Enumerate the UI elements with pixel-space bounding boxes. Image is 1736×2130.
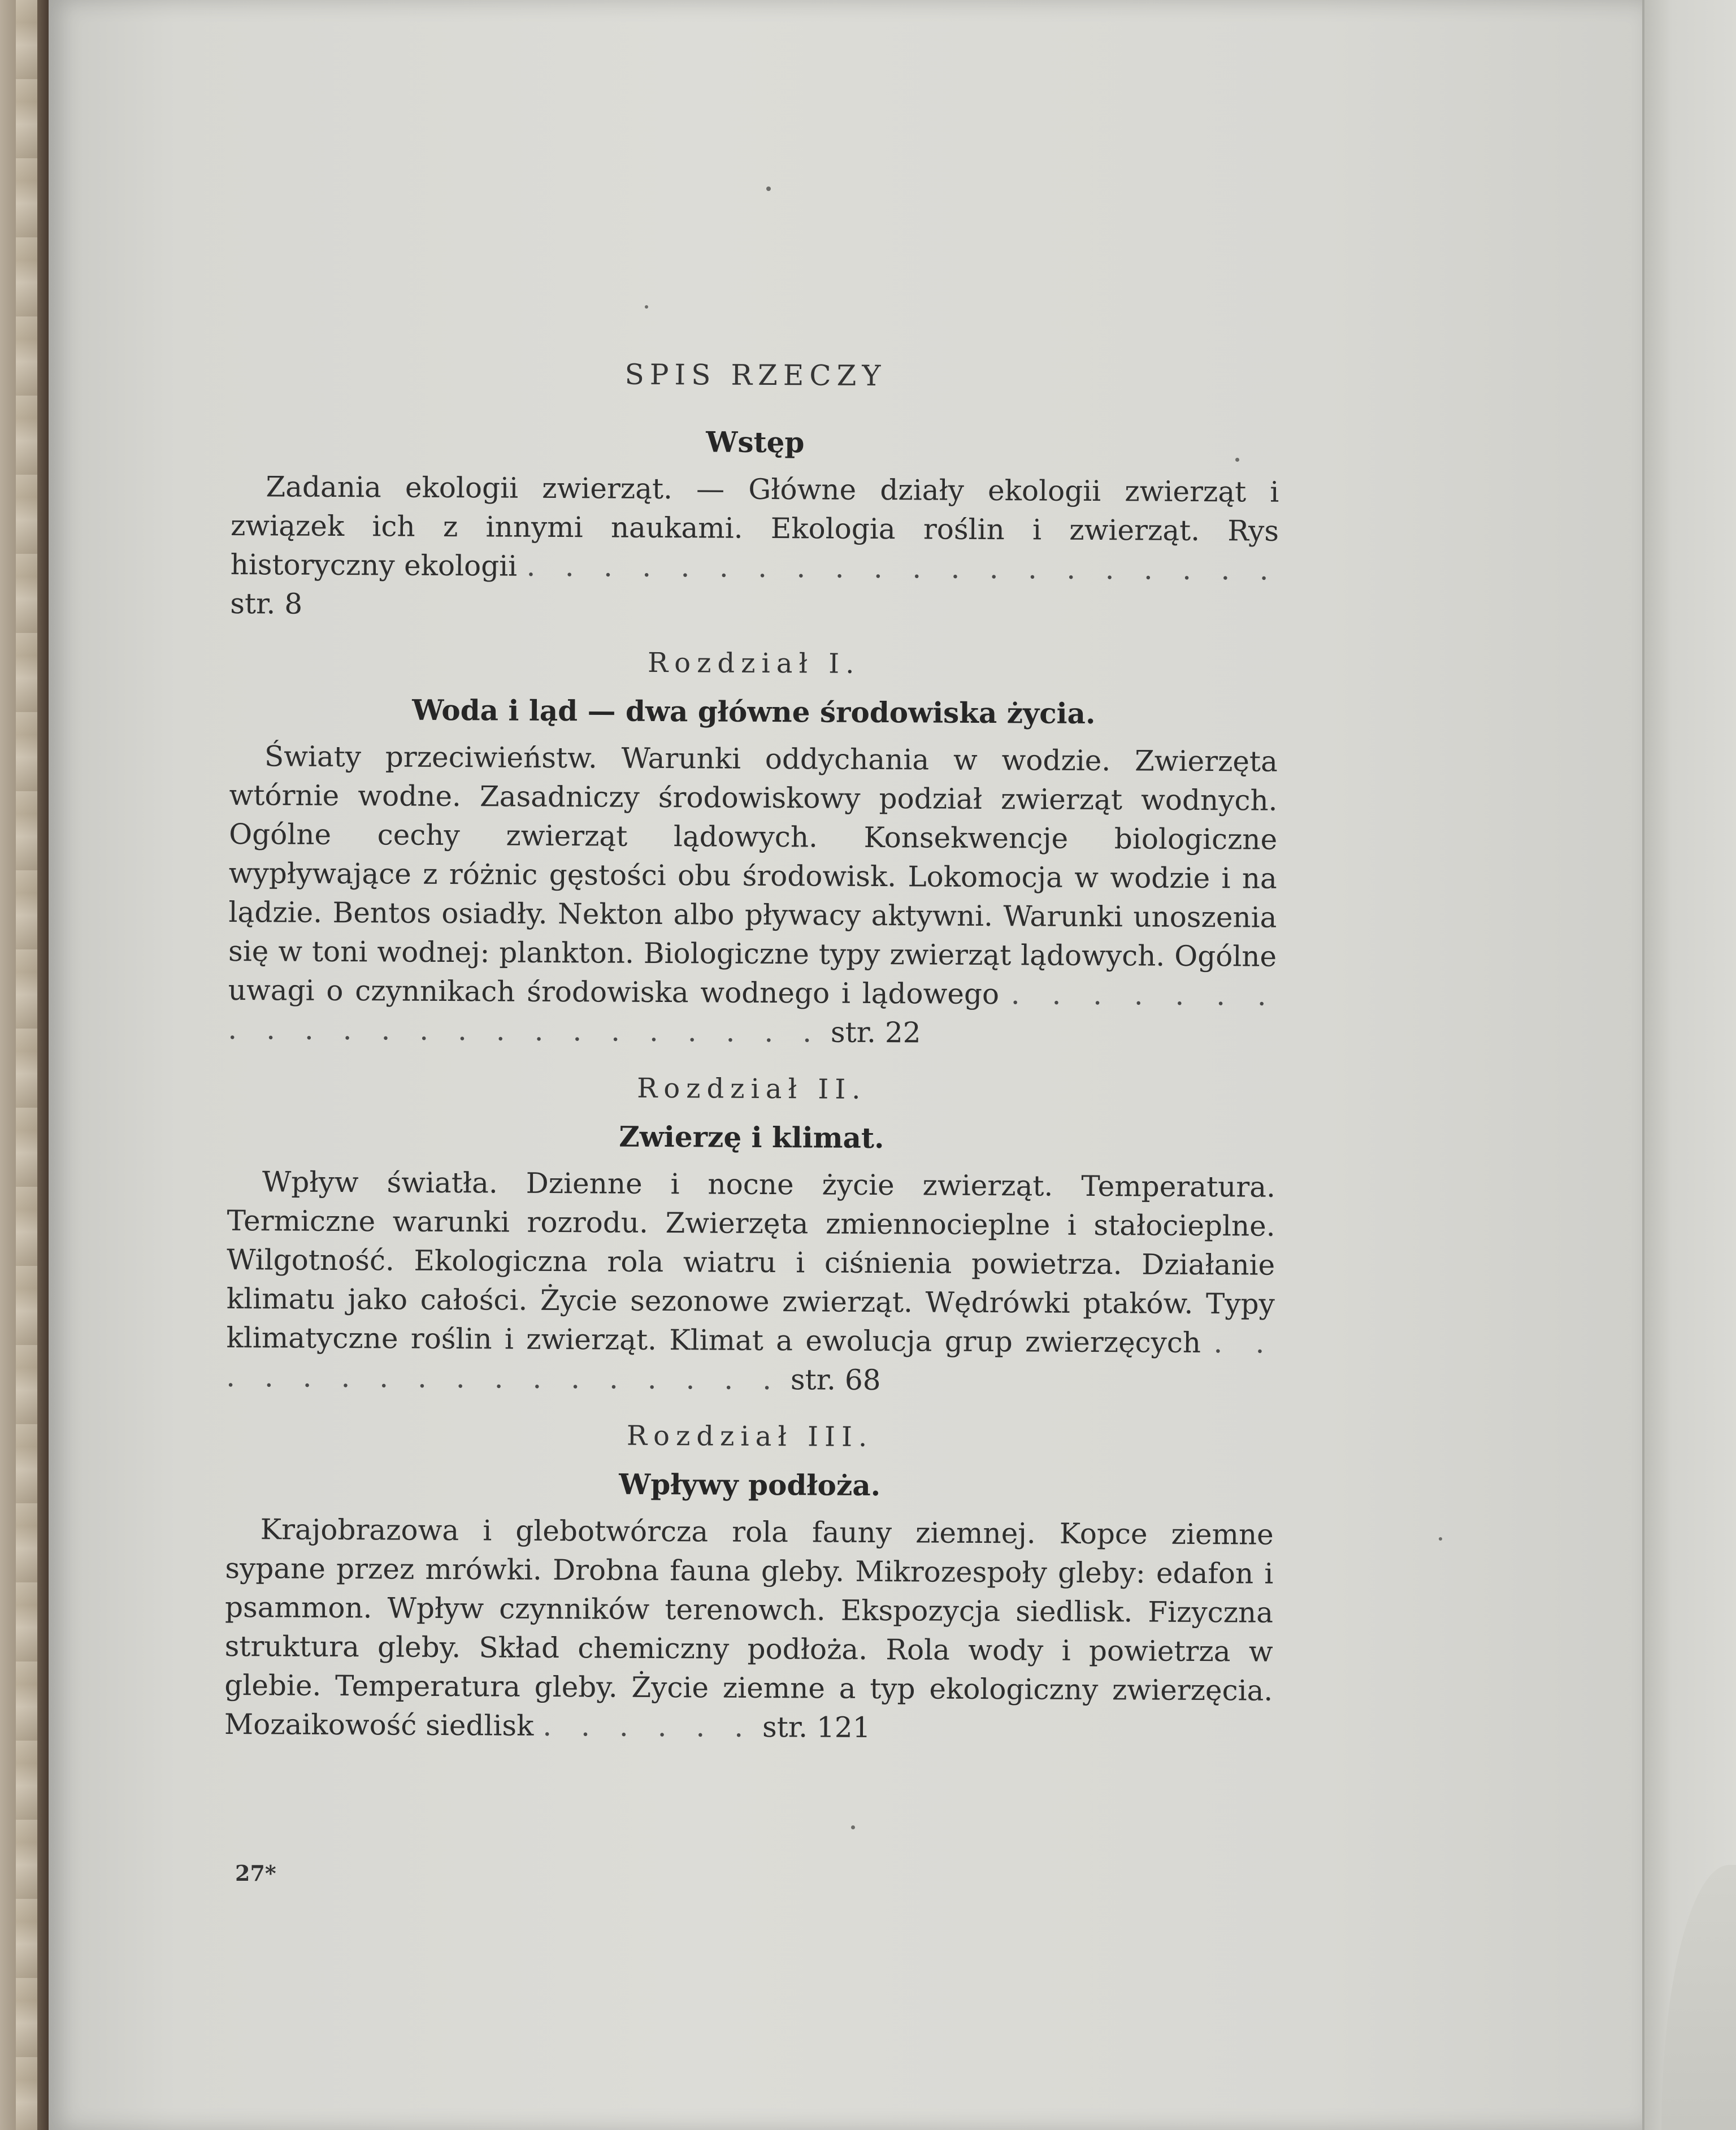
page-label: str.	[830, 1016, 876, 1049]
page-title: SPIS RZECZY	[624, 358, 887, 393]
page-reference	[230, 587, 302, 621]
page-number: 121	[816, 1711, 871, 1744]
section-text: Zadania ekologii zwierząt. — Główne działy ekologii zwierząt i związek ich z innymi naukami. Ekologia roślin i zwierząt. Rys historyczny ekologii	[230, 470, 1279, 583]
paper-speck	[851, 1825, 855, 1829]
section-heading: Zwierzę i klimat.	[619, 1120, 884, 1155]
printer-signature-mark: 27*	[235, 1860, 276, 1886]
page-number: 68	[844, 1363, 881, 1397]
chapter-label: Rozdział II.	[637, 1072, 867, 1105]
section-summary	[224, 1510, 1274, 1750]
toc-section-introduction	[230, 423, 1279, 629]
page-reference	[762, 1711, 871, 1744]
section-heading: Woda i ląd — dwa główne środowiska życia.	[412, 693, 1096, 731]
paper-speck	[645, 305, 648, 309]
toc-section-chapter-2	[226, 1070, 1276, 1402]
section-heading: Wpływy podłoża.	[619, 1467, 881, 1503]
page-label: str.	[762, 1710, 808, 1744]
section-summary	[228, 737, 1278, 1055]
adjacent-page-edge	[1642, 0, 1736, 2130]
toc-section-chapter-3	[224, 1418, 1274, 1750]
chapter-label: Rozdział I.	[647, 647, 861, 680]
dot-leader: . . . . . . . . . . . . . . . . . . . .	[526, 549, 1279, 587]
dot-leader: . . . . . . . . . . . . . . . . .	[226, 1326, 1275, 1396]
section-text: Krajobrazowa i glebotwórcza rola fauny ziemnej. Kopce ziemne sypane przez mrówki. Drobna fauna gleby. Mikrozespoły gleby: edafon i psammon. Wpływ czynników terenowch. Ekspozycja siedlisk. Fizyczna struktura gleby. Skład chemiczny podłoża. Rola wody i powietrza w glebie. Temperatura gleby. Życie ziemne a typ ekologiczny zwierzęcia. Mozaikowość siedlisk	[224, 1513, 1274, 1742]
page-label: str.	[790, 1363, 836, 1396]
section-text: Wpływ światła. Dzienne i nocne życie zwierząt. Temperatura. Termiczne warunki rozrodu. Zwierzęta zmiennocieplne i stałocieplne. Wilgotność. Ekologiczna rola wiatru i ciśnienia powietrza. Działanie klimatu jako całości. Życie sezonowe zwierząt. Wędrówki ptaków. Typy klimatyczne roślin i zwierząt. Klimat a ewolucja grup zwierzęcych	[226, 1165, 1276, 1360]
page-reference	[791, 1363, 881, 1396]
toc-section-chapter-1	[228, 645, 1278, 1055]
section-heading: Wstęp	[706, 425, 805, 459]
section-summary	[226, 1162, 1275, 1402]
binding-edge	[16, 0, 37, 2130]
dot-leader: . . . . . . . . . . . . . . . . . . . . . . .	[228, 978, 1277, 1049]
page-label: str.	[230, 587, 276, 621]
page-reference	[831, 1016, 921, 1049]
dot-leader: . . . . . .	[542, 1709, 754, 1743]
section-summary	[230, 467, 1279, 629]
table-of-contents	[224, 316, 1280, 1763]
page-number: 22	[884, 1016, 921, 1049]
section-text: Światy przeciwieństw. Warunki oddychania w wodzie. Zwierzęta wtórnie wodne. Zasadniczy środowiskowy podział zwierząt wodnych. Ogólne cechy zwierząt lądowych. Konsekwencje biologiczne wypływające z różnic gęstości obu środowisk. Lokomocja w wodzie i na lądzie. Bentos osiadły. Nekton albo pływacy aktywni. Warunki unoszenia się w toni wodnej: plankton. Biologiczne typy zwierząt lądowych. Ogólne uwagi o czynnikach środowiska wodnego i lądowego	[228, 740, 1278, 1011]
chapter-label: Rozdział III.	[626, 1420, 874, 1453]
page-number: 8	[284, 587, 303, 621]
paper-speck	[1439, 1537, 1442, 1541]
paper-speck	[766, 186, 771, 191]
